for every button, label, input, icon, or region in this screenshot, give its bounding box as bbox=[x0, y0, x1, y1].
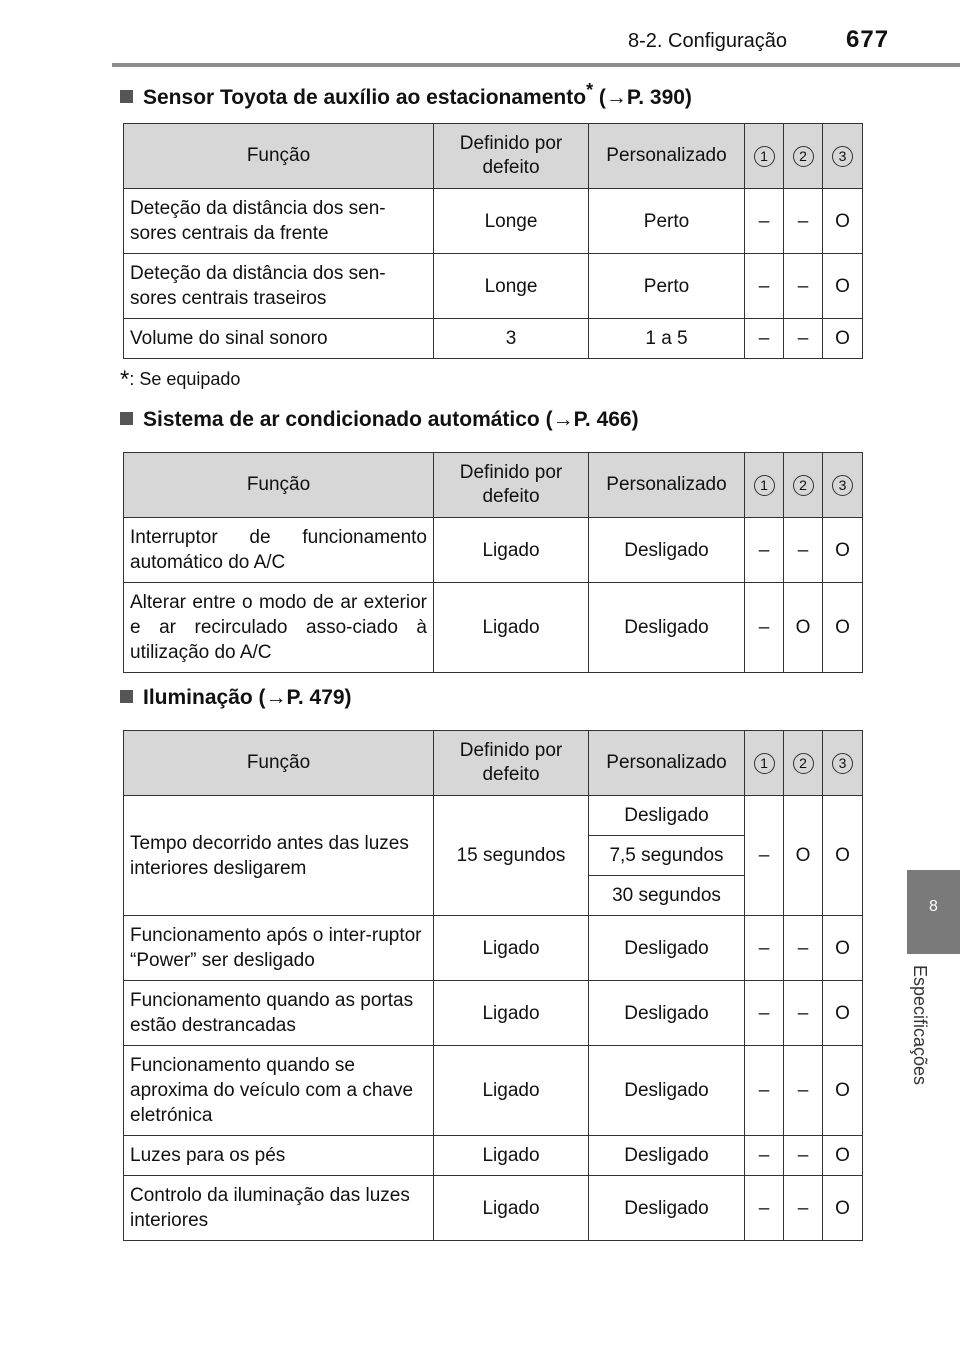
cell-2: – bbox=[784, 189, 823, 254]
cell-funcao: Funcionamento quando se aproxima do veículo com a chave eletrónica bbox=[124, 1046, 434, 1136]
col-definido: Definido por defeito bbox=[434, 453, 589, 518]
cell-1: – bbox=[745, 1046, 784, 1136]
cell-1: – bbox=[745, 319, 784, 359]
table-row bbox=[124, 1046, 863, 1136]
cell-personalizado: Perto bbox=[589, 189, 745, 254]
col-definido: Definido por defeito bbox=[434, 731, 589, 796]
circled-number-icon: 3 bbox=[832, 475, 853, 496]
footnote-asterisk: * bbox=[120, 366, 130, 393]
col-funcao: Função bbox=[124, 731, 434, 796]
cell-3: O bbox=[823, 1176, 863, 1241]
cell-funcao: Volume do sinal sonoro bbox=[124, 319, 434, 359]
cell-2: – bbox=[784, 1046, 823, 1136]
cell-definido: Ligado bbox=[434, 1176, 589, 1241]
cell-definido: Ligado bbox=[434, 518, 589, 583]
cell-option: 30 segundos bbox=[589, 876, 745, 916]
cell-personalizado: Desligado bbox=[589, 583, 745, 673]
circled-number-icon: 2 bbox=[793, 475, 814, 496]
table-header-row bbox=[124, 731, 863, 796]
circled-number-icon: 1 bbox=[754, 146, 775, 167]
cell-1: – bbox=[745, 518, 784, 583]
cell-personalizado: Perto bbox=[589, 254, 745, 319]
cell-funcao: Deteção da distância dos sen-sores centrais traseiros bbox=[124, 254, 434, 319]
header-rule bbox=[112, 63, 960, 67]
chapter-label bbox=[910, 965, 950, 1105]
table-row bbox=[124, 1136, 863, 1176]
col-3 bbox=[823, 453, 863, 518]
cell-definido: Ligado bbox=[434, 981, 589, 1046]
cell-2: – bbox=[784, 319, 823, 359]
cell-definido: 15 segundos bbox=[434, 796, 589, 916]
col-funcao: Função bbox=[124, 453, 434, 518]
chapter-number: 8 bbox=[929, 898, 938, 915]
cell-funcao: Alterar entre o modo de ar exterior e ar recirculado asso-ciado à utilização do A/C bbox=[124, 583, 434, 673]
col-2 bbox=[784, 453, 823, 518]
circled-number-icon: 1 bbox=[754, 475, 775, 496]
cell-1: – bbox=[745, 254, 784, 319]
circled-number-icon: 1 bbox=[754, 753, 775, 774]
cell-option: Desligado bbox=[589, 796, 745, 836]
chapter-tab[interactable] bbox=[907, 870, 960, 954]
cell-definido: 3 bbox=[434, 319, 589, 359]
col-1 bbox=[745, 731, 784, 796]
heading-ref: (→P. 390) bbox=[598, 86, 692, 109]
col-3 bbox=[823, 124, 863, 189]
cell-3: O bbox=[823, 916, 863, 981]
cell-3: O bbox=[823, 1136, 863, 1176]
cell-1: – bbox=[745, 1136, 784, 1176]
cell-personalizado: 1 a 5 bbox=[589, 319, 745, 359]
cell-funcao: Tempo decorrido antes das luzes interiores desligarem bbox=[124, 796, 434, 916]
footnote-text: : Se equipado bbox=[129, 369, 241, 389]
cell-personalizado: Desligado bbox=[589, 518, 745, 583]
cell-3: O bbox=[823, 518, 863, 583]
cell-definido: Ligado bbox=[434, 1046, 589, 1136]
cell-funcao: Luzes para os pés bbox=[124, 1136, 434, 1176]
table-header-row bbox=[124, 124, 863, 189]
cell-3: O bbox=[823, 319, 863, 359]
heading-lighting bbox=[120, 686, 352, 710]
page-number: 677 bbox=[846, 26, 890, 53]
cell-2: – bbox=[784, 1136, 823, 1176]
heading-ref: (→P. 466) bbox=[545, 408, 639, 431]
col-3 bbox=[823, 731, 863, 796]
square-bullet-icon bbox=[120, 90, 133, 103]
chapter-label-text: Especificações bbox=[910, 965, 930, 1086]
cell-1: – bbox=[745, 189, 784, 254]
cell-2: – bbox=[784, 1176, 823, 1241]
cell-definido: Ligado bbox=[434, 583, 589, 673]
cell-2: O bbox=[784, 796, 823, 916]
col-funcao: Função bbox=[124, 124, 434, 189]
cell-3: O bbox=[823, 981, 863, 1046]
cell-option: 7,5 segundos bbox=[589, 836, 745, 876]
footnote bbox=[120, 366, 240, 394]
air-conditioning-table bbox=[123, 452, 863, 673]
cell-funcao: Controlo da iluminação das luzes interiores bbox=[124, 1176, 434, 1241]
circled-number-icon: 3 bbox=[832, 146, 853, 167]
lighting-table bbox=[123, 730, 863, 1241]
col-definido: Definido por defeito bbox=[434, 124, 589, 189]
cell-3: O bbox=[823, 189, 863, 254]
col-personalizado: Personalizado bbox=[589, 453, 745, 518]
heading-parking-sensor bbox=[120, 80, 692, 110]
table-row bbox=[124, 518, 863, 583]
heading-text: Iluminação bbox=[143, 686, 253, 709]
cell-2: – bbox=[784, 916, 823, 981]
col-2 bbox=[784, 124, 823, 189]
table-row bbox=[124, 254, 863, 319]
cell-definido: Longe bbox=[434, 254, 589, 319]
table-row bbox=[124, 981, 863, 1046]
circled-number-icon: 2 bbox=[793, 146, 814, 167]
cell-3: O bbox=[823, 583, 863, 673]
table-row bbox=[124, 1176, 863, 1241]
cell-funcao: Deteção da distância dos sen-sores centrais da frente bbox=[124, 189, 434, 254]
parking-sensor-table bbox=[123, 123, 863, 359]
col-personalizado: Personalizado bbox=[589, 731, 745, 796]
cell-personalizado: Desligado bbox=[589, 916, 745, 981]
cell-definido: Ligado bbox=[434, 1136, 589, 1176]
square-bullet-icon bbox=[120, 412, 133, 425]
heading-air-conditioning bbox=[120, 408, 639, 432]
cell-personalizado: Desligado bbox=[589, 1176, 745, 1241]
table-row bbox=[124, 319, 863, 359]
heading-ref: (→P. 479) bbox=[258, 686, 352, 709]
cell-2: – bbox=[784, 981, 823, 1046]
col-1 bbox=[745, 453, 784, 518]
cell-2: O bbox=[784, 583, 823, 673]
cell-funcao: Funcionamento após o inter-ruptor “Power” ser desligado bbox=[124, 916, 434, 981]
cell-3: O bbox=[823, 796, 863, 916]
table-row bbox=[124, 916, 863, 981]
col-personalizado: Personalizado bbox=[589, 124, 745, 189]
cell-3: O bbox=[823, 254, 863, 319]
cell-1: – bbox=[745, 916, 784, 981]
table-row bbox=[124, 583, 863, 673]
cell-1: – bbox=[745, 1176, 784, 1241]
circled-number-icon: 2 bbox=[793, 753, 814, 774]
cell-1: – bbox=[745, 981, 784, 1046]
cell-personalizado: Desligado bbox=[589, 981, 745, 1046]
cell-2: – bbox=[784, 518, 823, 583]
cell-2: – bbox=[784, 254, 823, 319]
heading-text: Sistema de ar condicionado automático bbox=[143, 408, 540, 431]
cell-definido: Longe bbox=[434, 189, 589, 254]
cell-funcao: Funcionamento quando as portas estão destrancadas bbox=[124, 981, 434, 1046]
cell-1: – bbox=[745, 796, 784, 916]
cell-funcao: Interruptor de funcionamento automático do A/C bbox=[124, 518, 434, 583]
heading-asterisk: * bbox=[586, 80, 594, 100]
col-1 bbox=[745, 124, 784, 189]
cell-definido: Ligado bbox=[434, 916, 589, 981]
table-row bbox=[124, 796, 863, 836]
circled-number-icon: 3 bbox=[832, 753, 853, 774]
cell-personalizado: Desligado bbox=[589, 1136, 745, 1176]
cell-personalizado: Desligado bbox=[589, 1046, 745, 1136]
table-row bbox=[124, 189, 863, 254]
cell-1: – bbox=[745, 583, 784, 673]
section-title: 8-2. Configuração bbox=[628, 30, 787, 52]
cell-3: O bbox=[823, 1046, 863, 1136]
table-header-row bbox=[124, 453, 863, 518]
heading-text: Sensor Toyota de auxílio ao estacionamento bbox=[143, 86, 587, 109]
col-2 bbox=[784, 731, 823, 796]
square-bullet-icon bbox=[120, 690, 133, 703]
